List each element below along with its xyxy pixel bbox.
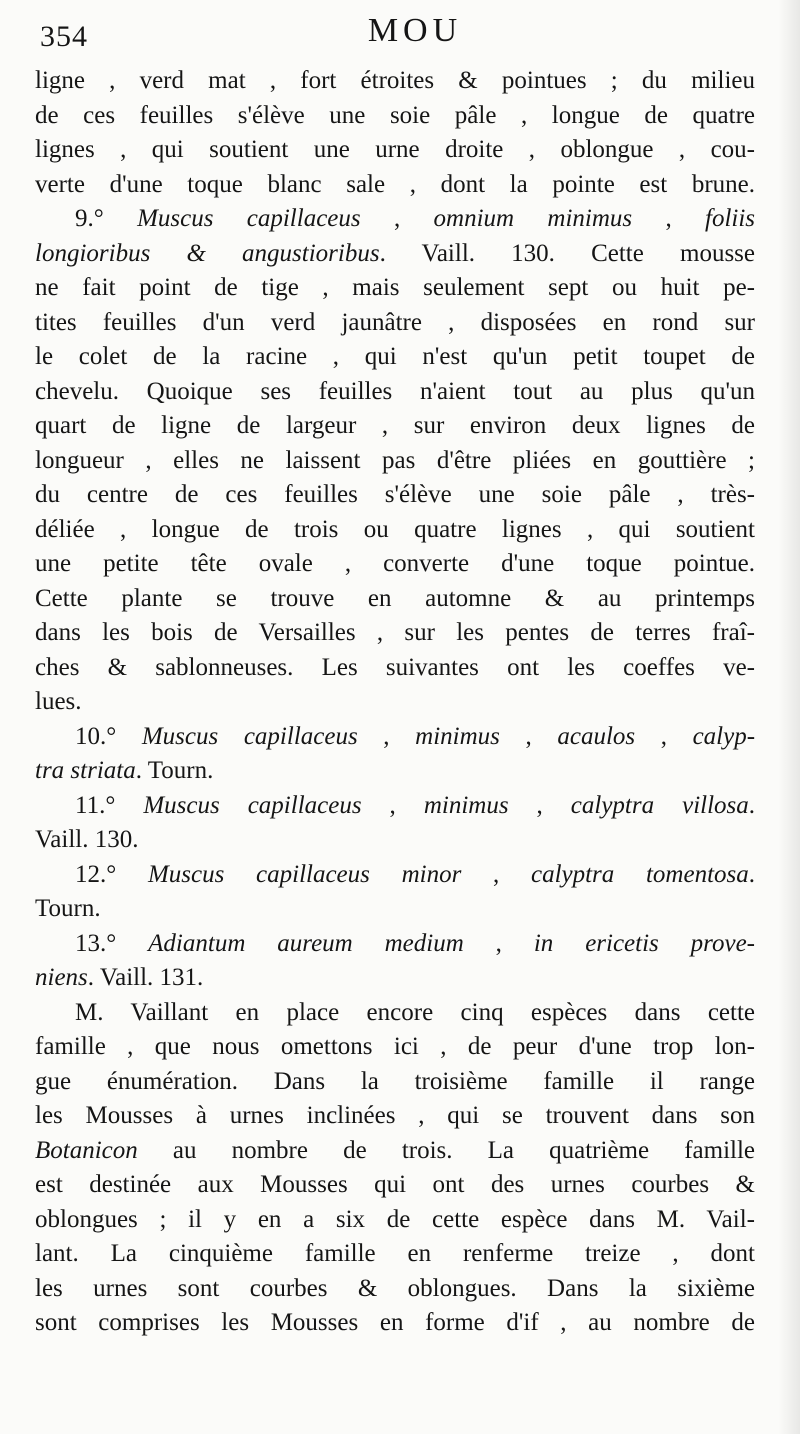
latin-name: calyptra tomentosa <box>530 860 749 888</box>
punctuation: , <box>357 722 416 750</box>
text-line: ne fait point de tige , mais seulement sept ou huit pe- <box>35 274 755 301</box>
latin-name: Adiantum aureum medium <box>148 929 464 957</box>
text-line <box>35 754 755 789</box>
text-run: . Vaill. 130. Cette mousse <box>379 239 756 267</box>
text-line <box>35 202 755 237</box>
text-line: M. Vaillant en place encore cinq espèces dans cette <box>75 998 755 1026</box>
punctuation: , <box>635 722 693 750</box>
punctuation: , <box>360 205 434 232</box>
latin-name: Muscus capillaceus <box>137 205 361 232</box>
text-line: oblongues ; il y en a six de cette espèce dans M. Vail- <box>35 1205 755 1233</box>
running-head-word: MOU <box>367 12 463 49</box>
text-line: longueur , elles ne laissent pas d'être pliées en gouttière ; <box>35 446 755 474</box>
punctuation: , <box>361 791 424 819</box>
text-run: au nombre de trois. La quatrième famille <box>137 1136 755 1164</box>
latin-name: Muscus capillaceus minor <box>147 860 462 888</box>
punctuation: , <box>632 205 706 232</box>
text-line <box>35 961 755 996</box>
text-run: . Tourn. <box>135 757 214 784</box>
latin-name: Muscus capillaceus <box>143 791 362 819</box>
entry-number: 13.° <box>75 929 149 957</box>
latin-name: acaulos <box>557 722 636 750</box>
text-line <box>35 1134 755 1169</box>
latin-name: calyptra villosa <box>570 791 749 819</box>
latin-name: Muscus capillaceus <box>141 722 358 750</box>
text-line: Vaill. 130. <box>35 826 139 853</box>
text-line: tites feuilles d'un verd jaunâtre , disposées en rond sur <box>35 308 755 336</box>
text-line: de ces feuilles s'élève une soie pâle , longue de quatre <box>35 101 755 129</box>
text-line: une petite tête ovale , converte d'une toque pointue. <box>35 550 755 577</box>
latin-name: minimus <box>423 791 509 819</box>
text-line: lant. La cinquième famille en renferme treize , dont <box>35 1240 755 1267</box>
page-edge-shadow <box>778 0 800 1434</box>
text-line: sont comprises les Mousses en forme d'if , au nombre de <box>35 1309 755 1336</box>
text-line: famille , que nous omettons ici , de peur d'une trop lon- <box>35 1033 755 1060</box>
latin-name: in ericetis prove- <box>533 929 755 957</box>
entry-number: 10.° <box>75 722 142 750</box>
text-line: Cette plante se trouve en automne & au printemps <box>35 584 755 612</box>
text-line: lues. <box>35 688 82 715</box>
text-line <box>35 858 755 893</box>
entry-number: 12.° <box>75 860 148 888</box>
text-line: déliée , longue de trois ou quatre lignes , qui soutient <box>35 515 755 543</box>
book-title: Botanicon <box>35 1136 138 1164</box>
text-line: lignes , qui soutient une urne droite , oblongue , cou- <box>35 136 755 163</box>
latin-name: minimus <box>415 722 500 750</box>
page-number: 354 <box>40 20 88 53</box>
text-line: Tourn. <box>35 895 101 922</box>
text-line: verte d'une toque blanc sale , dont la pointe est brune. <box>35 170 755 198</box>
punctuation: , <box>499 722 558 750</box>
text-line <box>35 789 755 824</box>
text-run: . Vaill. 131. <box>87 964 204 991</box>
text-line: gue énumération. Dans la troisième famille il range <box>35 1067 755 1095</box>
text-line: les urnes sont courbes & oblongues. Dans la sixième <box>35 1274 755 1302</box>
text-line: le colet de la racine , qui n'est qu'un petit toupet de <box>35 343 755 370</box>
text-line: dans les bois de Versailles , sur les pentes de terres fraî- <box>35 619 755 646</box>
punctuation: , <box>463 929 534 957</box>
text-line: quart de ligne de largeur , sur environ deux lignes de <box>35 412 755 439</box>
text-line: est destinée aux Mousses qui ont des urnes courbes & <box>35 1171 755 1198</box>
latin-name: longioribus & angustioribus <box>35 239 380 267</box>
latin-name: calyp- <box>692 722 756 750</box>
running-head <box>40 14 760 54</box>
latin-name: foliis <box>705 205 756 232</box>
entry-number: 11.° <box>75 791 144 819</box>
punctuation: , <box>508 791 571 819</box>
latin-name: tra striata <box>35 757 136 784</box>
text-line: les Mousses à urnes inclinées , qui se trouvent dans son <box>35 1102 755 1129</box>
text-line <box>35 927 755 962</box>
entry-number: 9.° <box>75 205 138 232</box>
latin-name: omnium minimus <box>433 205 633 232</box>
punctuation: . <box>748 860 756 888</box>
text-line: du centre de ces feuilles s'élève une soie pâle , très- <box>35 481 755 508</box>
body-text <box>35 64 755 1341</box>
latin-name: niens <box>35 964 88 991</box>
punctuation: . <box>748 791 756 819</box>
text-line: ligne , verd mat , fort étroites & pointues ; du milieu <box>35 67 755 94</box>
text-line: ches & sablonneuses. Les suivantes ont les coeffes ve- <box>35 653 755 681</box>
punctuation: , <box>461 860 531 888</box>
text-line <box>35 720 755 755</box>
text-line: chevelu. Quoique ses feuilles n'aient tout au plus qu'un <box>35 377 755 405</box>
text-line <box>35 237 755 272</box>
